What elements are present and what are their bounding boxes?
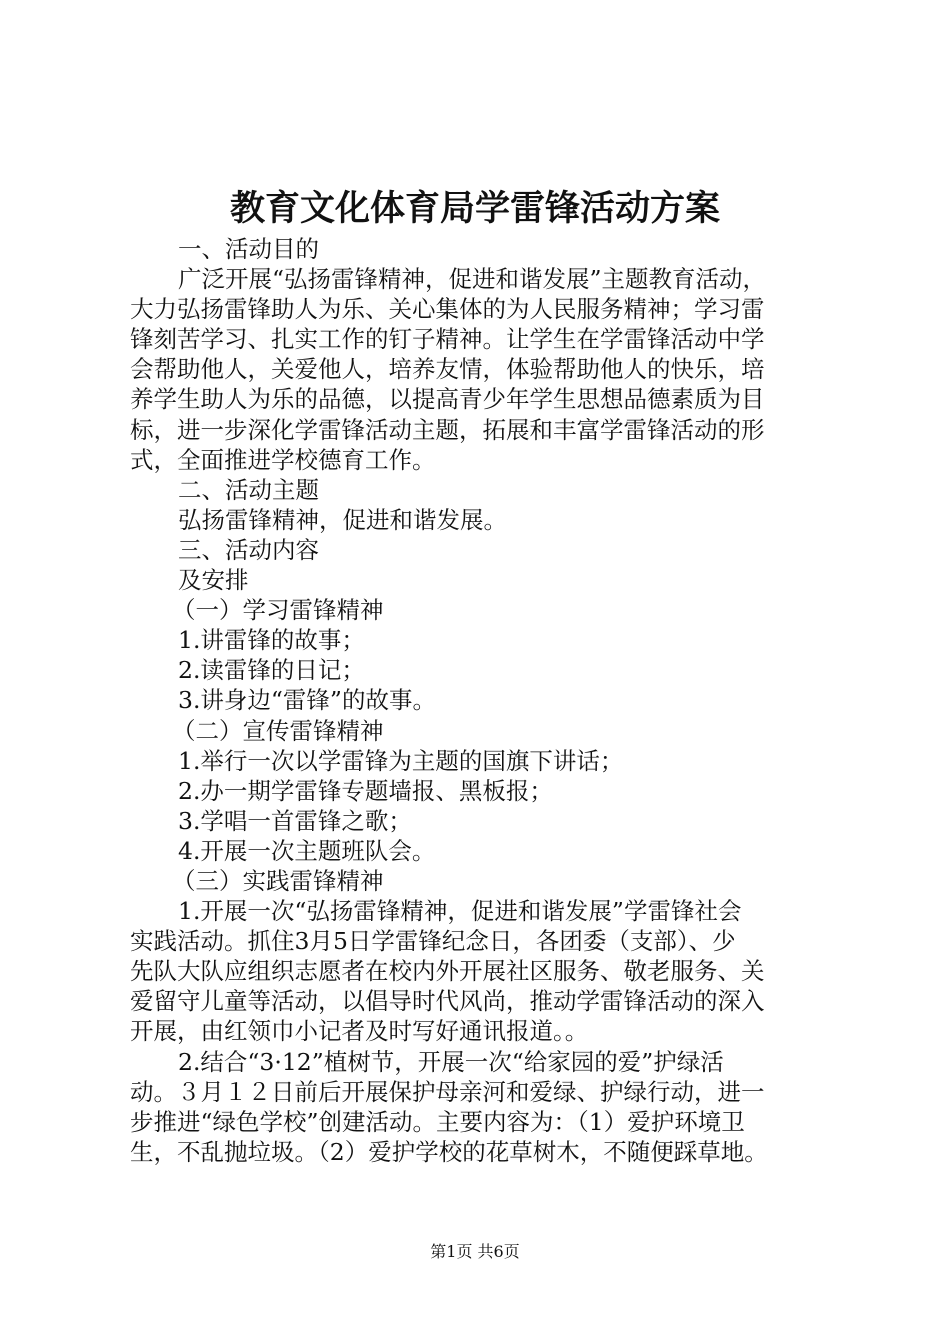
paragraph-line: 先队大队应组织志愿者在校内外开展社区服务、敬老服务、关 [130,957,765,986]
list-item: 3.讲身边“雷锋”的故事。 [178,686,436,715]
paragraph-line: 步推进“绿色学校”创建活动。主要内容为：（1）爱护环境卫 [130,1107,745,1136]
document-body [130,234,830,1167]
subsection-heading: （二）宣传雷锋精神 [172,716,384,745]
list-item: 2.办一期学雷锋专题墙报、黑板报； [178,776,553,805]
section-heading: 及安排 [178,566,249,595]
paragraph-line: 1.开展一次“弘扬雷锋精神，促进和谐发展”学雷锋社会 [178,897,742,926]
subsection-heading: （三）实践雷锋精神 [172,866,384,895]
section-heading: 一、活动目的 [178,235,319,263]
list-item: 1.举行一次以学雷锋为主题的国旗下讲话； [178,746,624,775]
paragraph-line: 爱留守儿童等活动，以倡导时代风尚，推动学雷锋活动的深入 [130,987,765,1016]
paragraph-line: 开展，由红领巾小记者及时写好通讯报道。。 [130,1017,589,1046]
paragraph-line: 大力弘扬雷锋助人为乐、关心集体的为人民服务精神；学习雷 [130,295,765,324]
document-title: 教育文化体育局学雷锋活动方案 [229,188,720,229]
paragraph-line: 锋刻苦学习、扎实工作的钉子精神。让学生在学雷锋活动中学 [130,325,765,354]
subsection-heading: （一）学习雷锋精神 [172,596,384,625]
section-heading: 二、活动主题 [178,475,319,504]
paragraph-line: 2.结合“3·12”植树节，开展一次“给家园的爱”护绿活 [178,1047,724,1076]
paragraph-line: 实践活动。抓住3月5日学雷锋纪念日，各团委（支部）、少 [130,927,736,956]
paragraph-line: 式，全面推进学校德育工作。 [130,445,436,474]
section-heading: 三、活动内容 [178,535,319,564]
paragraph-line: 会帮助他人，关爱他人，培养友情，体验帮助他人的快乐，培 [130,355,765,384]
list-item: 3.学唱一首雷锋之歌； [178,806,412,835]
paragraph-line: 广泛开展“弘扬雷锋精神，促进和谐发展”主题教育活动， [178,265,767,294]
list-item: 2.读雷锋的日记； [178,656,365,685]
paragraph-line: 养学生助人为乐的品德，以提高青少年学生思想品德素质为目 [130,385,765,414]
paragraph-line: 生，不乱抛垃圾。（2）爱护学校的花草树木，不随便踩草地。 [130,1137,768,1166]
paragraph-line: 标，进一步深化学雷锋活动主题，拓展和丰富学雷锋活动的形 [130,415,765,444]
paragraph-line: 动。３月１２日前后开展保护母亲河和爱绿、护绿行动，进一 [130,1077,765,1106]
paragraph-line: 弘扬雷锋精神，促进和谐发展。 [178,505,507,534]
list-item: 4.开展一次主题班队会。 [178,836,436,865]
list-item: 1.讲雷锋的故事； [178,626,365,655]
page-footer: 第1页 共6页 [430,1242,520,1261]
